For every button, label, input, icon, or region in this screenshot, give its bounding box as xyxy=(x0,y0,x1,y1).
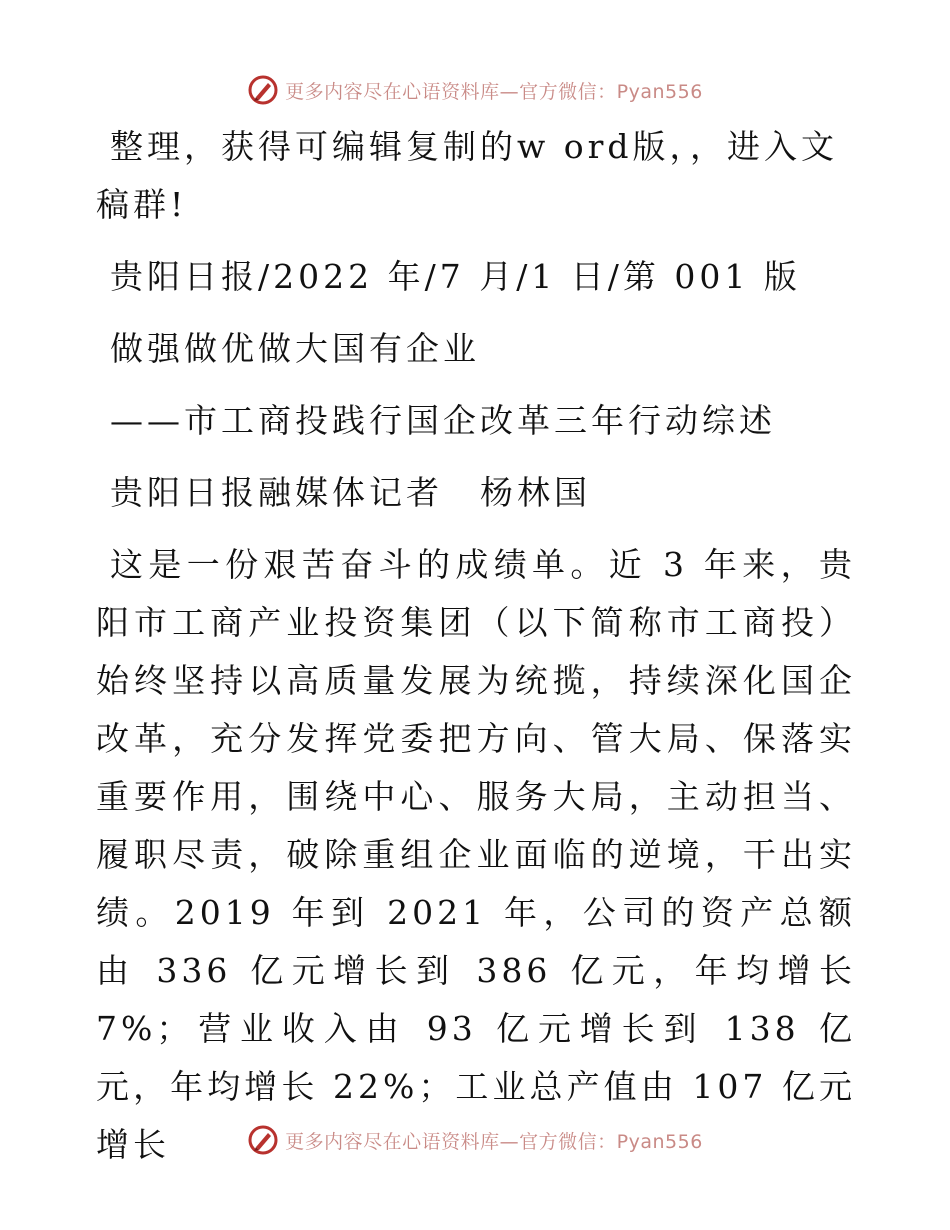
body-paragraph: 这是一份艰苦奋斗的成绩单。近 3 年来，贵阳市工商产业投资集团（以下简称市工商投）始终坚持以高质量发展为统揽，持续深化国企改革，充分发挥党委把方向、管大局、保落实重要作用，围绕中心、服务大局，主动担当、履职尽责，破除重组企业面临的逆境，干出实绩。2019 年到 2021 年，公司的资产总额由 336 亿元增长到 386 亿元，年均增长 7%；营业收入由 93 亿元增长到 138 亿元，年均增长 22%；工业总产值由 107 亿元增长 xyxy=(96,545,856,1164)
watermark-banner-bottom xyxy=(0,1120,950,1160)
watermark-text: 更多内容尽在心语资料库—官方微信：Pyan556 xyxy=(285,80,703,103)
intro-paragraph: 整理，获得可编辑复制的w ord版，，进入文稿群! xyxy=(96,127,839,224)
article-subtitle: ——市工商投践行国企改革三年行动综述 xyxy=(110,401,776,440)
source-line: 贵阳日报/2022 年/7 月/1 日/第 001 版 xyxy=(110,257,801,296)
watermark-banner-inner xyxy=(247,1124,703,1156)
byline: 贵阳日报融媒体记者 杨林国 xyxy=(110,473,591,512)
watermark-text: 更多内容尽在心语资料库—官方微信：Pyan556 xyxy=(285,1130,703,1153)
watermark-banner-top xyxy=(0,70,950,110)
watermark-banner-inner xyxy=(247,74,703,106)
document-body xyxy=(96,118,856,1174)
pen-seal-icon xyxy=(247,1124,279,1156)
pen-seal-icon xyxy=(247,74,279,106)
article-title: 做强做优做大国有企业 xyxy=(110,329,480,368)
